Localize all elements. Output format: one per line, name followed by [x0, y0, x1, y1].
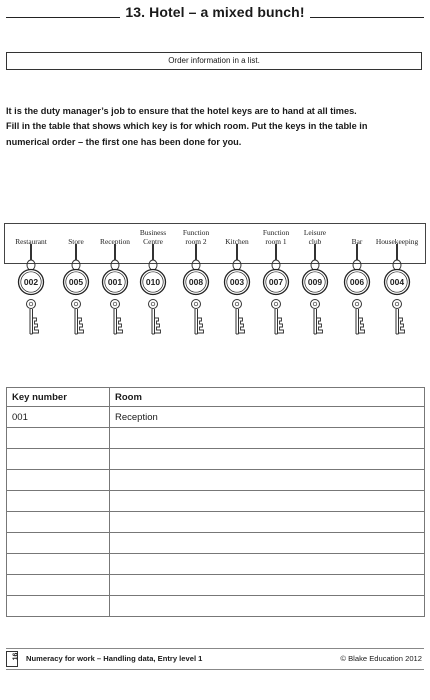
- key-number-cell[interactable]: [7, 554, 110, 575]
- key-number-cell[interactable]: [7, 491, 110, 512]
- key-number-tag: 008: [188, 277, 204, 287]
- table-row: [7, 554, 425, 575]
- key-icon: [64, 244, 89, 334]
- title-row: [6, 4, 424, 24]
- room-cell[interactable]: [110, 428, 425, 449]
- table-row: [7, 491, 425, 512]
- key-number-tag: 007: [268, 277, 284, 287]
- title-rule-right: [310, 17, 424, 18]
- key-number-tag: 009: [307, 277, 323, 287]
- intro-line: Fill in the table that shows which key is for which room. Put the keys in the table in: [6, 121, 368, 132]
- room-cell[interactable]: [110, 596, 425, 617]
- key-number-cell[interactable]: 001: [7, 407, 110, 428]
- room-cell[interactable]: [110, 533, 425, 554]
- table-row: [7, 596, 425, 617]
- header-key-number: Key number: [7, 388, 110, 407]
- room-label: Bar: [351, 237, 363, 246]
- room-label: Function room 1: [262, 228, 290, 246]
- room-label: Kitchen: [225, 237, 249, 246]
- key-number-cell[interactable]: [7, 533, 110, 554]
- room-label: Housekeeping: [375, 237, 419, 246]
- footer-title: Numeracy for work – Handling data, Entry level 1: [26, 654, 203, 663]
- room-label: Leisure club: [303, 228, 327, 246]
- key-icon: [264, 244, 289, 334]
- table-header-row: [7, 388, 425, 407]
- key-icon: [19, 244, 44, 334]
- room-label: Store: [68, 237, 84, 246]
- key-icon: [103, 244, 128, 334]
- room-label: Restaurant: [15, 237, 47, 246]
- page-number: 16: [6, 651, 18, 667]
- key-number-cell[interactable]: [7, 512, 110, 533]
- room-cell[interactable]: [110, 554, 425, 575]
- key-number-tag: 006: [349, 277, 365, 287]
- room-cell[interactable]: [110, 491, 425, 512]
- key-number-tag: 005: [68, 277, 84, 287]
- room-label: Function room 2: [182, 228, 210, 246]
- header-room: Room: [110, 388, 425, 407]
- table-row: [7, 428, 425, 449]
- page-title: 13. Hotel – a mixed bunch!: [125, 4, 305, 20]
- key-icon: [303, 244, 328, 334]
- key-number-tag: 003: [229, 277, 245, 287]
- key-number-cell[interactable]: [7, 575, 110, 596]
- key-number-tag: 004: [389, 277, 405, 287]
- key-icon: [184, 244, 209, 334]
- key-number-tag: 001: [107, 277, 123, 287]
- key-number-tag: 002: [23, 277, 39, 287]
- copyright: © Blake Education 2012: [340, 654, 422, 663]
- room-cell[interactable]: [110, 575, 425, 596]
- intro-line: numerical order – the first one has been done for you.: [6, 136, 242, 147]
- intro-paragraph: [6, 104, 424, 150]
- key-icon: [345, 244, 370, 334]
- room-label: Business Centre: [139, 228, 167, 246]
- room-cell[interactable]: Reception: [110, 407, 425, 428]
- key-number-cell[interactable]: [7, 470, 110, 491]
- key-room-table: [6, 387, 425, 617]
- instruction-box: Order information in a list.: [6, 52, 422, 70]
- key-number-cell[interactable]: [7, 449, 110, 470]
- room-cell[interactable]: [110, 470, 425, 491]
- key-icon: [141, 244, 166, 334]
- table-row: [7, 470, 425, 491]
- room-cell[interactable]: [110, 449, 425, 470]
- keys-illustration: [0, 220, 430, 350]
- key-number-cell[interactable]: [7, 596, 110, 617]
- table-row: [7, 533, 425, 554]
- key-number-cell[interactable]: [7, 428, 110, 449]
- room-label: Reception: [100, 237, 130, 246]
- table-row: [7, 575, 425, 596]
- key-number-tag: 010: [145, 277, 161, 287]
- table-row: [7, 407, 425, 428]
- intro-line: It is the duty manager’s job to ensure that the hotel keys are to hand at all times.: [6, 106, 357, 116]
- key-icon: [385, 244, 410, 334]
- room-cell[interactable]: [110, 512, 425, 533]
- table-row: [7, 512, 425, 533]
- key-icon: [225, 244, 250, 334]
- table-row: [7, 449, 425, 470]
- footer: [6, 648, 424, 670]
